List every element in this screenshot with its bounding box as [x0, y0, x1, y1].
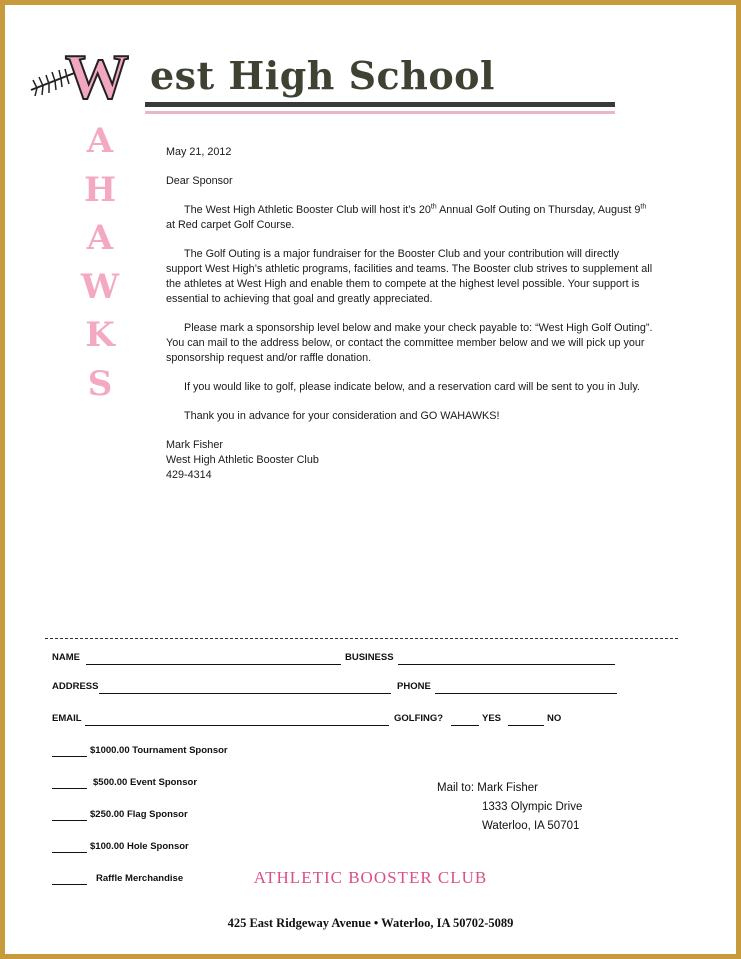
email-field[interactable]	[85, 725, 389, 726]
business-label: BUSINESS	[345, 652, 394, 663]
letter-paragraph-2: The Golf Outing is a major fundraiser for the Booster Club and your contribution will directly support West High’s athletic programs, facilities and teams. The Booster club strives to supplement all the athletes at West High and enable them to compete at the highest level possible. Your support is essential to achieving that goal and greatly appreciated.	[166, 248, 653, 305]
header-rule-dark	[145, 102, 615, 107]
p1-sup-1: th	[430, 203, 437, 211]
golfing-label: GOLFING?	[394, 713, 444, 724]
level-checkbox[interactable]	[52, 852, 87, 853]
letter-date: May 21, 2012	[166, 146, 232, 158]
p1-text-c: at Red carpet Golf Course.	[166, 219, 295, 231]
mail-to-line-3: Waterloo, IA 50701	[482, 820, 580, 832]
level-event: $500.00 Event Sponsor	[93, 777, 198, 788]
email-label: EMAIL	[52, 713, 82, 724]
business-field[interactable]	[398, 664, 615, 665]
letter-body	[166, 145, 656, 483]
phone-field[interactable]	[435, 693, 617, 694]
name-label: NAME	[52, 652, 80, 663]
address-field[interactable]	[99, 693, 391, 694]
logo-w: W	[65, 41, 127, 112]
level-tournament: $1000.00 Tournament Sponsor	[90, 745, 228, 756]
letter-paragraph-3: Please mark a sponsorship level below and make your check payable to: “West High Golf Outing”. You can mail to the address below, or contact the committee member below and we will pick up your sponsorship request and/or raffle donation.	[166, 322, 653, 364]
header-rule-pink	[145, 111, 615, 114]
letter-paragraph-4: If you would like to golf, please indicate below, and a reservation card will be sent to you in July.	[184, 381, 640, 393]
side-letter: W	[80, 266, 120, 307]
side-letter: H	[83, 169, 117, 210]
level-checkbox[interactable]	[52, 788, 87, 789]
signature-org: West High Athletic Booster Club	[166, 454, 319, 466]
side-letter: S	[87, 363, 113, 404]
p1-sup-2: th	[640, 203, 647, 211]
golfing-field[interactable]	[451, 725, 479, 726]
phone-label: PHONE	[397, 681, 431, 692]
signature-name: Mark Fisher	[166, 439, 223, 451]
address-label: ADDRESS	[52, 681, 99, 692]
wahawks-vertical	[65, 117, 135, 408]
no-label: NO	[547, 713, 562, 724]
p1-text-b: Annual Golf Outing on Thursday, August 9	[436, 204, 641, 216]
level-checkbox[interactable]	[52, 820, 87, 821]
letter-paragraph-5: Thank you in advance for your consideration and GO WAHAWKS!	[184, 410, 500, 422]
side-letter: A	[86, 121, 114, 161]
level-raffle: Raffle Merchandise	[96, 873, 184, 884]
footer-org: ATHLETIC BOOSTER CLUB	[253, 868, 488, 887]
level-hole: $100.00 Hole Sponsor	[90, 841, 189, 852]
letter-salutation: Dear Sponsor	[166, 175, 233, 187]
cut-line	[45, 638, 678, 639]
name-field[interactable]	[86, 664, 341, 665]
level-flag: $250.00 Flag Sponsor	[90, 809, 188, 820]
side-letter: A	[86, 218, 114, 258]
school-title: est High School	[150, 53, 495, 98]
p1-text-a: The West High Athletic Booster Club will host it’s 20	[184, 204, 431, 216]
signature-phone: 429-4314	[166, 469, 212, 481]
footer-address: 425 East Ridgeway Avenue • Waterloo, IA 50702-5089	[227, 916, 514, 930]
mail-to-line-1: Mail to: Mark Fisher	[437, 782, 538, 794]
yes-field[interactable]	[508, 725, 544, 726]
letter-page	[5, 5, 736, 954]
yes-label: YES	[482, 713, 502, 724]
level-checkbox[interactable]	[52, 756, 87, 757]
mail-to-line-2: 1333 Olympic Drive	[482, 801, 583, 813]
letter-paragraph-1	[166, 203, 656, 233]
side-letter: K	[85, 315, 115, 355]
